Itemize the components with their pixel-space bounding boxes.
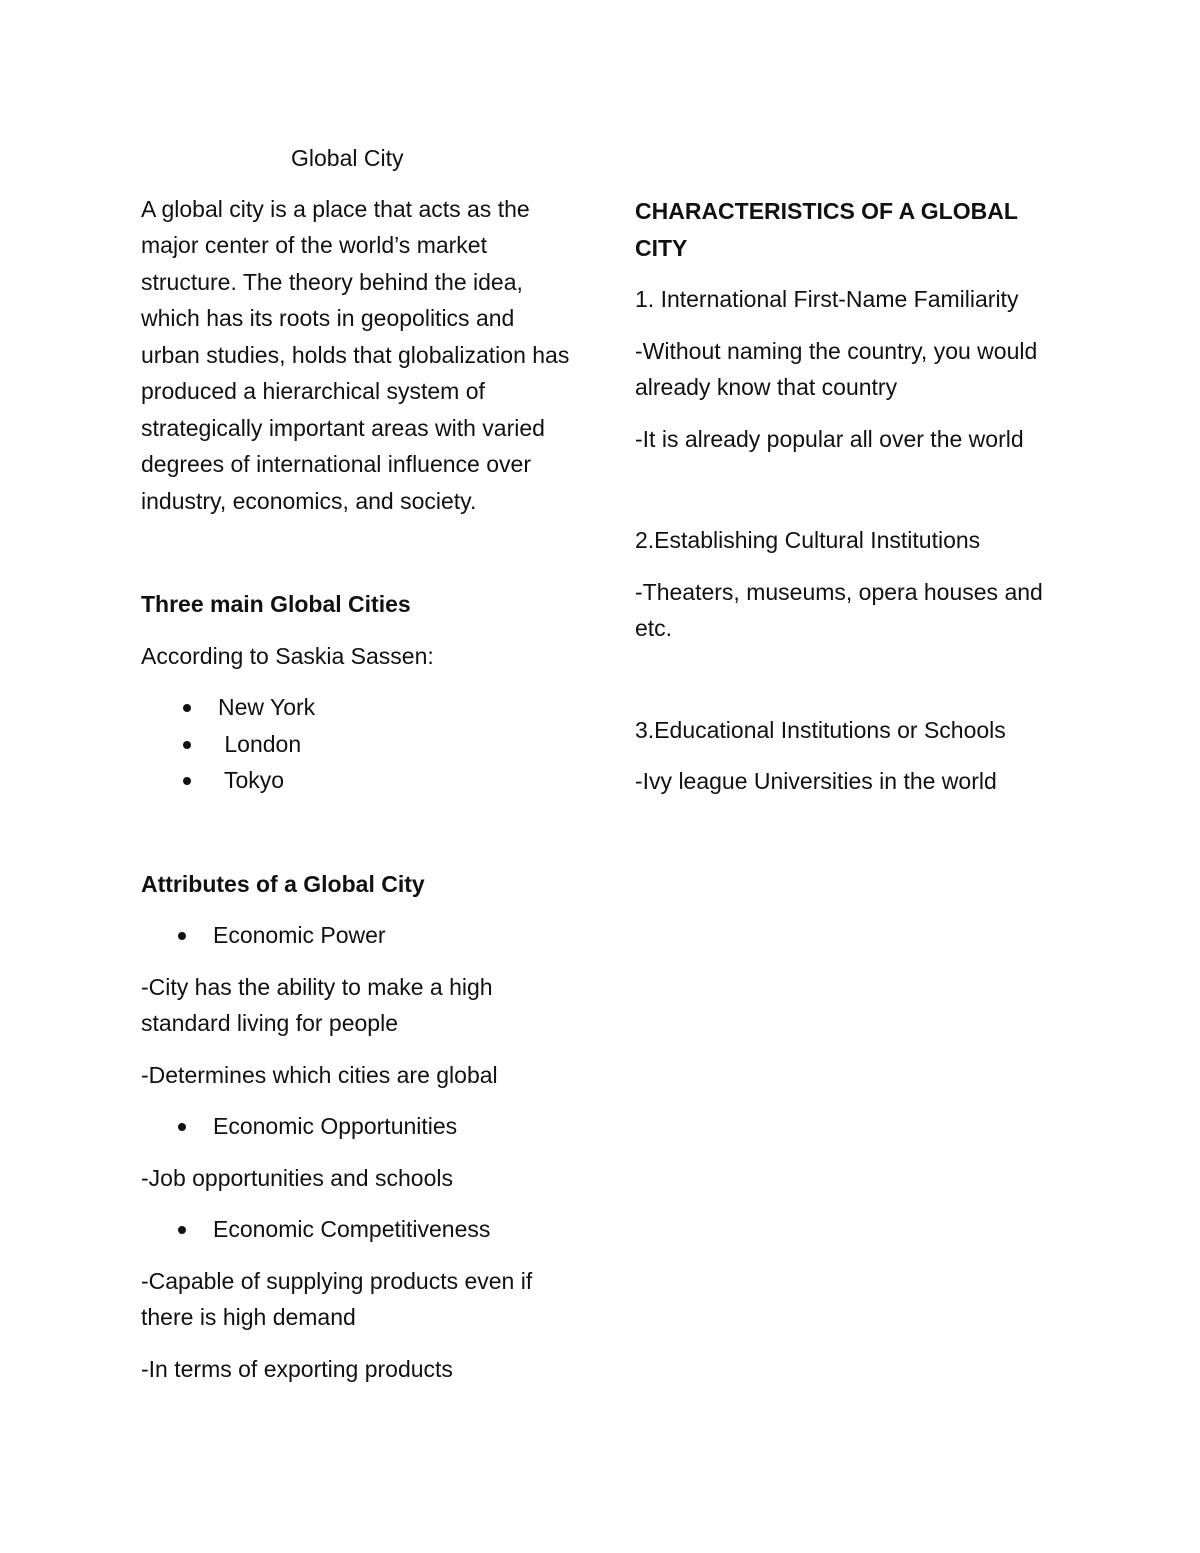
attribute-bullet (141, 1108, 571, 1145)
city-name: Tokyo (218, 767, 285, 793)
list-item (141, 1211, 571, 1248)
bullet-icon (178, 932, 186, 940)
attribute-name: Economic Power (213, 922, 386, 948)
city-name: New York (218, 694, 316, 720)
list-item (141, 689, 571, 726)
city-name: London (218, 730, 302, 757)
section-title: 2.Establishing Cultural Institutions (635, 527, 981, 553)
attribute-note: -City has the ability to make a high standard living for people (141, 973, 493, 1036)
attribute-bullet (141, 917, 571, 954)
bullet-icon (183, 741, 191, 749)
bullet-icon (183, 777, 191, 785)
attribute-note: -Capable of supplying products even if there is high demand (141, 1267, 533, 1330)
section-note: -Theaters, museums, opera houses and etc. (635, 578, 1043, 641)
section-note: -It is already popular all over the world (635, 425, 1024, 452)
document-title: Global City (291, 145, 404, 171)
list-item (141, 726, 571, 763)
cities-list (141, 689, 571, 799)
bullet-icon (178, 1226, 186, 1234)
left-column (141, 140, 571, 1402)
spacer (635, 662, 1075, 712)
attribute-name: Economic Opportunities (213, 1113, 458, 1139)
attribute-bullet (141, 1211, 571, 1248)
three-cities-heading: Three main Global Cities (141, 591, 411, 617)
attribute-note: -In terms of exporting products (141, 1355, 453, 1382)
characteristics-heading: CHARACTERISTICS OF A GLOBAL CITY (635, 198, 1018, 261)
bullet-icon (183, 704, 191, 712)
source-line: According to Saskia Sassen: (141, 642, 434, 669)
bullet-icon (178, 1123, 186, 1131)
section-note: -Without naming the country, you would already know that country (635, 337, 1038, 400)
attribute-name: Economic Competitiveness (213, 1216, 491, 1242)
section-title: 3.Educational Institutions or Schools (635, 716, 1006, 743)
intro-paragraph: A global city is a place that acts as the major center of the world’s market structure. The theory behind the idea, which has its roots in geopolitics and urban studies, holds that globalization has produced a hierarchical system of strategically important areas with varied degrees of international influence over industry, economics, and society. (141, 195, 570, 514)
attribute-note: -Determines which cities are global (141, 1061, 498, 1088)
right-column (635, 193, 1075, 815)
list-item (141, 917, 571, 954)
list-item (141, 1108, 571, 1145)
spacer (635, 472, 1075, 522)
list-item (141, 762, 571, 799)
spacer (141, 814, 571, 866)
section-title: 1. International First-Name Familiarity (635, 286, 1019, 312)
attributes-heading: Attributes of a Global City (141, 870, 425, 897)
spacer (141, 534, 571, 586)
attribute-note: -Job opportunities and schools (141, 1164, 453, 1191)
section-note: -Ivy league Universities in the world (635, 768, 997, 794)
